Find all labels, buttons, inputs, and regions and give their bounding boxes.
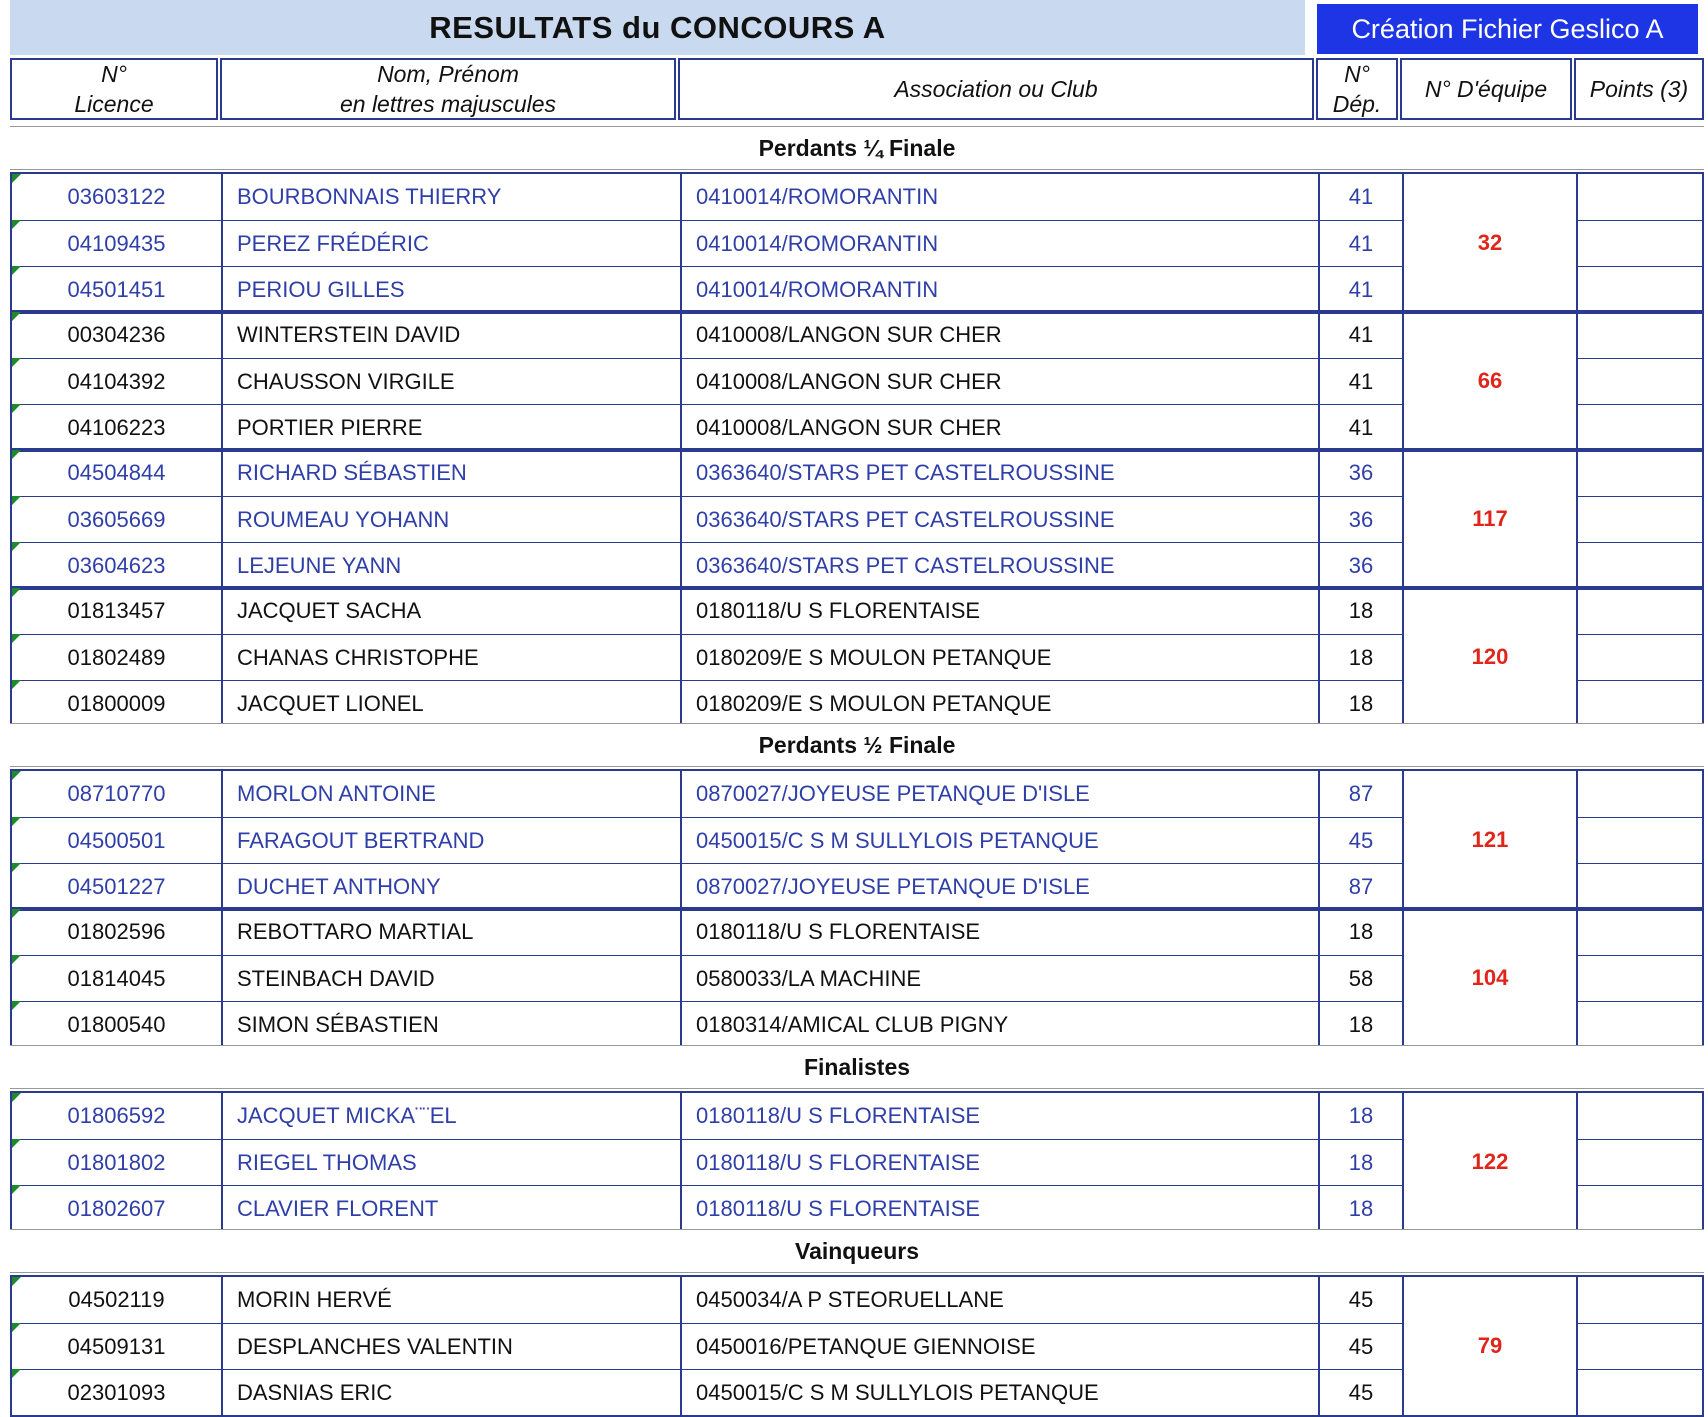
licence-cell[interactable]: 01813457 (67, 598, 166, 623)
dep-cell[interactable]: 41 (1318, 174, 1402, 220)
comment-marker-icon (12, 450, 21, 459)
club-cell[interactable]: 0180314/AMICAL CLUB PIGNY (680, 1001, 1318, 1047)
points-cell[interactable] (1576, 266, 1702, 312)
name-cell[interactable]: STEINBACH DAVID (221, 955, 680, 1001)
team-number[interactable]: 79 (1402, 1277, 1576, 1415)
licence-cell[interactable]: 01806592 (67, 1103, 166, 1128)
dep-cell[interactable]: 41 (1318, 312, 1402, 358)
name-cell[interactable]: DASNIAS ERIC (221, 1369, 680, 1415)
club-cell[interactable]: 0870027/JOYEUSE PETANQUE D'ISLE (680, 771, 1318, 817)
comment-marker-icon (12, 1323, 21, 1332)
team-number[interactable]: 32 (1402, 174, 1576, 312)
club-cell[interactable]: 0180118/U S FLORENTAISE (680, 909, 1318, 955)
points-cell[interactable] (1576, 496, 1702, 542)
comment-marker-icon (12, 312, 21, 321)
name-cell[interactable]: WINTERSTEIN DAVID (221, 312, 680, 358)
club-cell[interactable]: 0410008/LANGON SUR CHER (680, 404, 1318, 450)
name-cell[interactable]: CHAUSSON VIRGILE (221, 358, 680, 404)
dep-cell[interactable]: 36 (1318, 496, 1402, 542)
header-points-label: Points (3) (1589, 76, 1689, 102)
name-cell[interactable]: PEREZ FRÉDÉRIC (221, 220, 680, 266)
points-cell[interactable] (1576, 358, 1702, 404)
team-group (10, 172, 1704, 314)
comment-marker-icon (12, 358, 21, 367)
name-cell[interactable]: FARAGOUT BERTRAND (221, 817, 680, 863)
points-cell[interactable] (1576, 1093, 1702, 1139)
team-number[interactable]: 120 (1402, 588, 1576, 726)
header-club (678, 58, 1314, 120)
licence-cell[interactable]: 04509131 (12, 1323, 221, 1369)
club-cell[interactable]: 0450015/C S M SULLYLOIS PETANQUE (680, 1369, 1318, 1415)
name-cell[interactable]: MORIN HERVÉ (221, 1277, 680, 1323)
club-cell[interactable]: 0410008/LANGON SUR CHER (680, 358, 1318, 404)
club-cell[interactable]: 0363640/STARS PET CASTELROUSSINE (680, 496, 1318, 542)
dep-cell[interactable]: 58 (1318, 955, 1402, 1001)
team-group (10, 769, 1704, 911)
name-cell[interactable]: PERIOU GILLES (221, 266, 680, 312)
comment-marker-icon (12, 955, 21, 964)
dep-cell[interactable]: 45 (1318, 1369, 1402, 1415)
comment-marker-icon (12, 1277, 21, 1286)
comment-marker-icon (12, 817, 21, 826)
name-cell[interactable]: CLAVIER FLORENT (221, 1185, 680, 1231)
dep-cell[interactable]: 41 (1318, 266, 1402, 312)
name-cell[interactable]: DUCHET ANTHONY (221, 863, 680, 909)
licence-cell[interactable]: 03603122 (67, 184, 166, 209)
points-cell[interactable] (1576, 863, 1702, 909)
name-cell[interactable]: RIEGEL THOMAS (221, 1139, 680, 1185)
comment-marker-icon (12, 542, 21, 551)
points-cell[interactable] (1576, 404, 1702, 450)
licence-cell[interactable]: 04106223 (12, 404, 221, 450)
name-cell[interactable]: CHANAS CHRISTOPHE (221, 634, 680, 680)
comment-marker-icon (12, 266, 21, 275)
team-number[interactable]: 66 (1402, 312, 1576, 450)
club-cell[interactable]: 0450016/PETANQUE GIENNOISE (680, 1323, 1318, 1369)
name-cell[interactable]: SIMON SÉBASTIEN (221, 1001, 680, 1047)
name-cell[interactable]: PORTIER PIERRE (221, 404, 680, 450)
club-cell[interactable]: 0410014/ROMORANTIN (680, 266, 1318, 312)
comment-marker-icon (12, 1093, 21, 1102)
team-group (10, 907, 1704, 1049)
club-cell[interactable]: 0870027/JOYEUSE PETANQUE D'ISLE (680, 863, 1318, 909)
header-licence-line2: Licence (74, 91, 154, 117)
licence-cell[interactable]: 04504844 (67, 460, 166, 485)
name-cell[interactable]: DESPLANCHES VALENTIN (221, 1323, 680, 1369)
points-cell[interactable] (1576, 955, 1702, 1001)
dep-cell[interactable]: 87 (1318, 863, 1402, 909)
dep-cell[interactable]: 18 (1318, 1185, 1402, 1231)
name-cell[interactable]: BOURBONNAIS THIERRY (221, 174, 680, 220)
dep-cell[interactable]: 18 (1318, 680, 1402, 726)
points-cell[interactable] (1576, 1323, 1702, 1369)
page-title: RESULTATS du CONCOURS A (10, 0, 1305, 55)
club-cell[interactable]: 0180118/U S FLORENTAISE (680, 1185, 1318, 1231)
points-cell[interactable] (1576, 542, 1702, 588)
points-cell[interactable] (1576, 680, 1702, 726)
name-cell[interactable]: JACQUET MICKA¨¨EL (221, 1093, 680, 1139)
section-title: Finalistes (10, 1045, 1704, 1089)
club-cell[interactable]: 0363640/STARS PET CASTELROUSSINE (680, 450, 1318, 496)
header-team-label: N° D'équipe (1424, 76, 1548, 102)
licence-cell[interactable]: 03604623 (12, 542, 221, 588)
comment-marker-icon (12, 588, 21, 597)
comment-marker-icon (12, 496, 21, 505)
points-cell[interactable] (1576, 450, 1702, 496)
header-team (1400, 58, 1572, 120)
club-cell[interactable]: 0180118/U S FLORENTAISE (680, 1093, 1318, 1139)
header-licence (10, 58, 218, 120)
points-cell[interactable] (1576, 1185, 1702, 1231)
dep-cell[interactable]: 36 (1318, 450, 1402, 496)
licence-cell[interactable]: 01802596 (67, 919, 166, 944)
points-cell[interactable] (1576, 634, 1702, 680)
comment-marker-icon (12, 1001, 21, 1010)
dep-cell[interactable]: 18 (1318, 909, 1402, 955)
club-cell[interactable]: 0180118/U S FLORENTAISE (680, 1139, 1318, 1185)
club-cell[interactable]: 0580033/LA MACHINE (680, 955, 1318, 1001)
licence-cell[interactable]: 04501227 (12, 863, 221, 909)
licence-cell[interactable]: 01800009 (12, 680, 221, 726)
dep-cell[interactable]: 18 (1318, 1093, 1402, 1139)
dep-cell[interactable]: 36 (1318, 542, 1402, 588)
points-cell[interactable] (1576, 220, 1702, 266)
header-name-line1: Nom, Prénom (377, 61, 519, 87)
licence-cell[interactable]: 04501451 (12, 266, 221, 312)
club-cell[interactable]: 0450034/A P STEORUELLANE (680, 1277, 1318, 1323)
header-club-label: Association ou Club (894, 76, 1098, 102)
club-cell[interactable]: 0180209/E S MOULON PETANQUE (680, 680, 1318, 726)
club-cell[interactable]: 0180209/E S MOULON PETANQUE (680, 634, 1318, 680)
points-cell[interactable] (1576, 771, 1702, 817)
column-header-row (10, 58, 1704, 126)
dep-cell[interactable]: 41 (1318, 220, 1402, 266)
club-cell[interactable]: 0410014/ROMORANTIN (680, 220, 1318, 266)
points-cell[interactable] (1576, 1139, 1702, 1185)
dep-cell[interactable]: 45 (1318, 1323, 1402, 1369)
team-number[interactable]: 117 (1402, 450, 1576, 588)
points-cell[interactable] (1576, 1277, 1702, 1323)
header-dep (1316, 58, 1398, 120)
team-group (10, 448, 1704, 590)
licence-cell[interactable]: 03605669 (12, 496, 221, 542)
dep-cell[interactable]: 45 (1318, 1277, 1402, 1323)
dep-cell[interactable]: 18 (1318, 588, 1402, 634)
licence-cell[interactable]: 04109435 (12, 220, 221, 266)
header-licence-line1: N° (101, 61, 127, 87)
club-cell[interactable]: 0410008/LANGON SUR CHER (680, 312, 1318, 358)
comment-marker-icon (12, 909, 21, 918)
header-name-line2: en lettres majuscules (339, 91, 557, 117)
comment-marker-icon (12, 220, 21, 229)
dep-cell[interactable]: 18 (1318, 1139, 1402, 1185)
name-cell[interactable]: MORLON ANTOINE (221, 771, 680, 817)
licence-cell[interactable]: 08710770 (67, 781, 166, 806)
dep-cell[interactable]: 41 (1318, 404, 1402, 450)
licence-cell[interactable]: 02301093 (12, 1369, 221, 1415)
dep-cell[interactable]: 41 (1318, 358, 1402, 404)
club-cell[interactable]: 0410014/ROMORANTIN (680, 174, 1318, 220)
team-group (10, 310, 1704, 452)
points-cell[interactable] (1576, 1369, 1702, 1415)
comment-marker-icon (12, 404, 21, 413)
comment-marker-icon (12, 1369, 21, 1378)
create-geslico-file-button[interactable]: Création Fichier Geslico A (1317, 4, 1698, 54)
dep-cell[interactable]: 18 (1318, 634, 1402, 680)
header-points (1574, 58, 1704, 120)
name-cell[interactable]: REBOTTARO MARTIAL (221, 909, 680, 955)
header-dep-line2: Dép. (1332, 91, 1382, 117)
name-cell[interactable]: ROUMEAU YOHANN (221, 496, 680, 542)
comment-marker-icon (12, 680, 21, 689)
points-cell[interactable] (1576, 1001, 1702, 1047)
licence-cell[interactable]: 01814045 (12, 955, 221, 1001)
comment-marker-icon (12, 771, 21, 780)
club-cell[interactable]: 0450015/C S M SULLYLOIS PETANQUE (680, 817, 1318, 863)
header-dep-line1: N° (1344, 61, 1370, 87)
licence-cell[interactable]: 04500501 (12, 817, 221, 863)
section-title: Vainqueurs (10, 1229, 1704, 1273)
name-cell[interactable]: RICHARD SÉBASTIEN (221, 450, 680, 496)
club-cell[interactable]: 0180118/U S FLORENTAISE (680, 588, 1318, 634)
licence-cell[interactable]: 01801802 (12, 1139, 221, 1185)
section-title: Perdants ¼ Finale (10, 126, 1704, 170)
dep-cell[interactable]: 87 (1318, 771, 1402, 817)
name-cell[interactable]: JACQUET SACHA (221, 588, 680, 634)
points-cell[interactable] (1576, 909, 1702, 955)
name-cell[interactable]: JACQUET LIONEL (221, 680, 680, 726)
points-cell[interactable] (1576, 817, 1702, 863)
team-group (10, 586, 1704, 728)
team-number[interactable]: 104 (1402, 909, 1576, 1047)
points-cell[interactable] (1576, 174, 1702, 220)
licence-cell[interactable]: 04104392 (12, 358, 221, 404)
comment-marker-icon (12, 634, 21, 643)
licence-cell[interactable]: 01802489 (12, 634, 221, 680)
team-number[interactable]: 121 (1402, 771, 1576, 909)
points-cell[interactable] (1576, 312, 1702, 358)
licence-cell[interactable]: 01802607 (12, 1185, 221, 1231)
team-group (10, 1091, 1704, 1233)
name-cell[interactable]: LEJEUNE YANN (221, 542, 680, 588)
points-cell[interactable] (1576, 588, 1702, 634)
team-number[interactable]: 122 (1402, 1093, 1576, 1231)
header-name (220, 58, 676, 120)
licence-cell[interactable]: 04502119 (68, 1287, 165, 1312)
dep-cell[interactable]: 45 (1318, 817, 1402, 863)
dep-cell[interactable]: 18 (1318, 1001, 1402, 1047)
comment-marker-icon (12, 174, 21, 183)
comment-marker-icon (12, 1139, 21, 1148)
section-title: Perdants ½ Finale (10, 723, 1704, 767)
comment-marker-icon (12, 1185, 21, 1194)
licence-cell[interactable]: 01800540 (12, 1001, 221, 1047)
team-group (10, 1275, 1704, 1417)
comment-marker-icon (12, 863, 21, 872)
club-cell[interactable]: 0363640/STARS PET CASTELROUSSINE (680, 542, 1318, 588)
licence-cell[interactable]: 00304236 (67, 322, 166, 347)
